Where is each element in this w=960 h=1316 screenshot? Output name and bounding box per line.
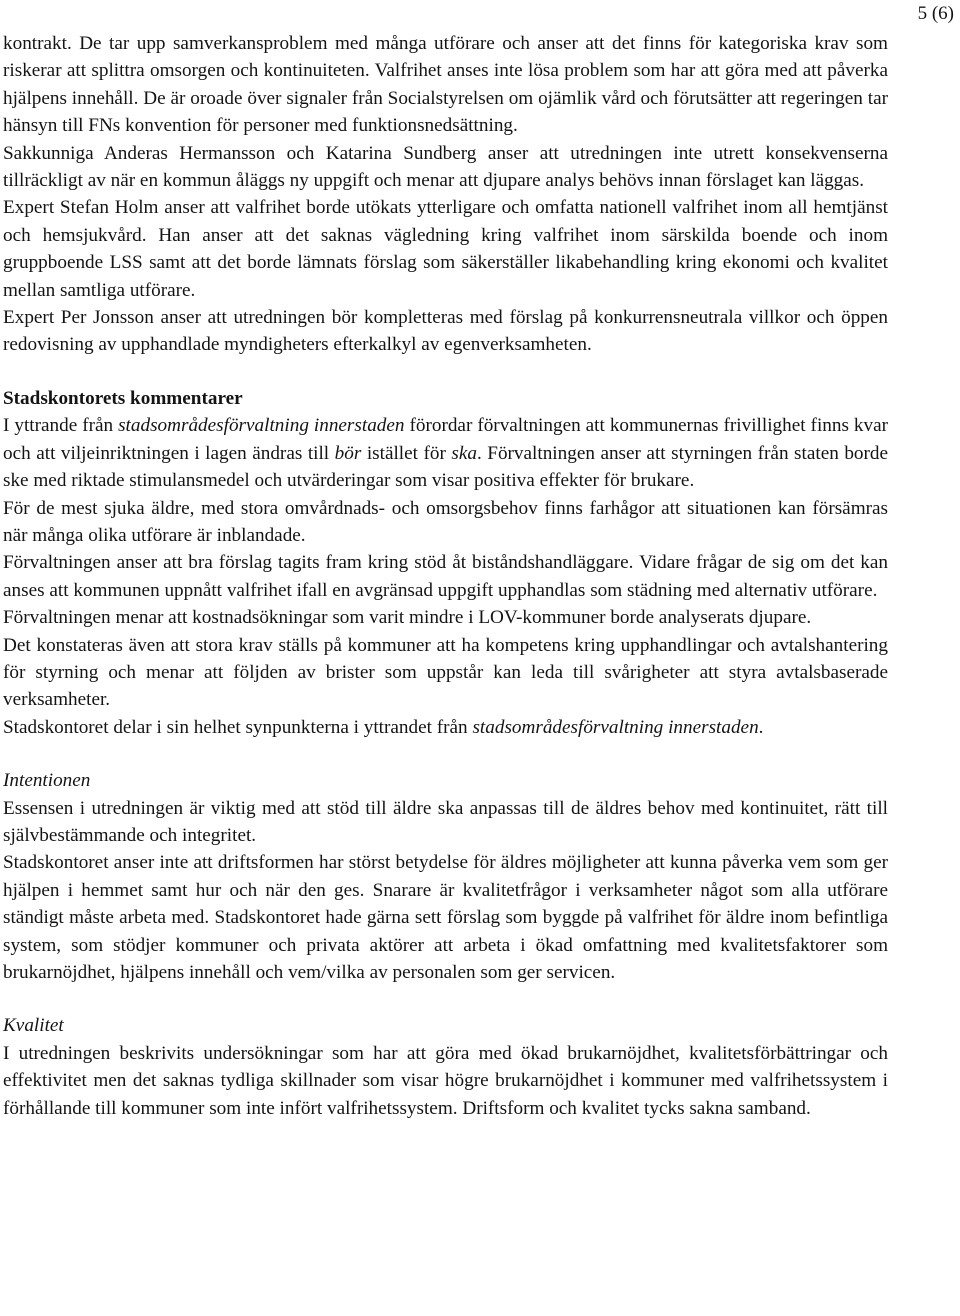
- intention-paragraph-1: Essensen i utredningen är viktig med att stöd till äldre ska anpassas till de äldres behov med kontinuitet, rätt till självbestämmande och integritet.: [3, 797, 888, 846]
- italic-text-run: bör: [334, 442, 362, 464]
- italic-text-run: stadsområdesförvaltning innerstaden: [472, 716, 759, 738]
- intro-paragraph-2: Sakkunniga Anderas Hermansson och Katarina Sundberg anser att utredningen inte utrett konsekvenserna tillräckligt av när en kommun åläggs ny uppgift och menar att djupare analys behövs innan förslaget kan läggas.: [3, 142, 888, 192]
- text-run: I yttrande från: [3, 415, 119, 437]
- comments-paragraph-3: Förvaltningen anser att bra förslag tagits fram kring stöd åt biståndshandläggare. Vidare frågar de sig om det kan anses att kommunen uppnått valfrihet ifall en avgränsad uppgift upphandlas som städning med alternativ utförare.: [3, 552, 888, 601]
- quality-heading: Kvalitet: [3, 1015, 64, 1037]
- document-body: [3, 30, 888, 1122]
- italic-text-run: stadsområdesförvaltning innerstaden: [118, 415, 405, 437]
- intro-paragraph-3: Expert Stefan Holm anser att valfrihet borde utökats ytterligare och omfatta nationell valfrihet inom all hemtjänst och hemsjukvård. Han anser att det saknas vägledning kring valfrihet inom särskilda boende och inom gruppboende LSS samt att det borde lämnats förslag som säkerställer likabehandling kring ekonomi och kvalitet mellan samtliga utförare.: [3, 197, 888, 301]
- text-run: . Förvaltningen anser att styrningen från staten borde ske med riktade stimulansmedel och utvärderingar som visar positiva effekter för brukare.: [3, 442, 889, 492]
- text-run: Stadskontoret delar i sin helhet synpunkterna i yttrandet från: [3, 716, 473, 738]
- comments-paragraph-2: För de mest sjuka äldre, med stora omvårdnads- och omsorgsbehov finns farhågor att situationen kan försämras när många olika utförare är inblandade.: [3, 497, 888, 546]
- intention-heading: Intentionen: [3, 770, 91, 792]
- comments-paragraph-6: [3, 714, 888, 741]
- quality-paragraph-1: I utredningen beskrivits undersökningar som har att göra med ökad brukarnöjdhet, kvalitetsförbättringar och effektivitet men det saknas tydliga skillnader som visar högre brukarnöjdhet i kommuner med valfrihetssystem i förhållande till kommuner som inte infört valfrihetssystem. Driftsform och kvalitet tycks sakna samband.: [3, 1042, 888, 1119]
- text-run: istället för: [361, 442, 452, 464]
- intention-paragraph-2: Stadskontoret anser inte att driftsformen har störst betydelse för äldres möjligheter att kunna påverka vem som ger hjälpen i hemmet samt hur och när den ges. Snarare är kvalitetfrågor i verksamheter något som alla utförare ständigt måste arbeta med. Stadskontoret hade gärna sett förslag som byggde på valfrihet för äldre inom befintliga system, som stödjer kommuner och privata aktörer att arbeta i ökad omfattning med kvalitetsfaktorer som brukarnöjdhet, hjälpens innehåll och vem/vilka av personalen som ger servicen.: [3, 852, 888, 983]
- comments-heading: Stadskontorets kommentarer: [3, 387, 243, 409]
- comments-paragraph-1: [3, 412, 888, 494]
- intro-paragraph-4: Expert Per Jonsson anser att utredningen bör kompletteras med förslag på konkurrensneutrala villkor och öppen redovisning av upphandlade myndigheters efterkalkyl av egenverksamheten.: [3, 307, 888, 356]
- section-spacer: [3, 359, 888, 385]
- comments-paragraph-5: Det konstateras även att stora krav ställs på kommuner att ha kompetens kring upphandlingar och avtalshantering för styrning och menar att följden av brister som uppstår kan leda till svårigheter att styra avtalsbaserade verksamheter.: [3, 634, 888, 711]
- section-spacer: [3, 741, 888, 767]
- comments-paragraph-4: Förvaltningen menar att kostnadsökningar som varit mindre i LOV-kommuner borde analyserats djupare.: [3, 607, 812, 629]
- intro-paragraph-1: kontrakt. De tar upp samverkansproblem med många utförare och anser att det finns för kategoriska krav som riskerar att splittra omsorgen och kontinuiteten. Valfrihet anses inte lösa problem som har att göra med att påverka hjälpens innehåll. De är oroade över signaler från Socialstyrelsen om ojämlik vård och förutsätter att regeringen tar hänsyn till FNs konvention för personer med funktionsnedsättning.: [3, 33, 888, 137]
- text-run: .: [758, 716, 764, 738]
- page-number: 5 (6): [917, 3, 954, 24]
- italic-text-run: ska: [451, 442, 477, 464]
- text-run: förordar förvaltningen att kommunernas frivillighet finns kvar och att viljeinriktningen i lagen ändras till: [3, 415, 888, 464]
- section-spacer: [3, 986, 888, 1012]
